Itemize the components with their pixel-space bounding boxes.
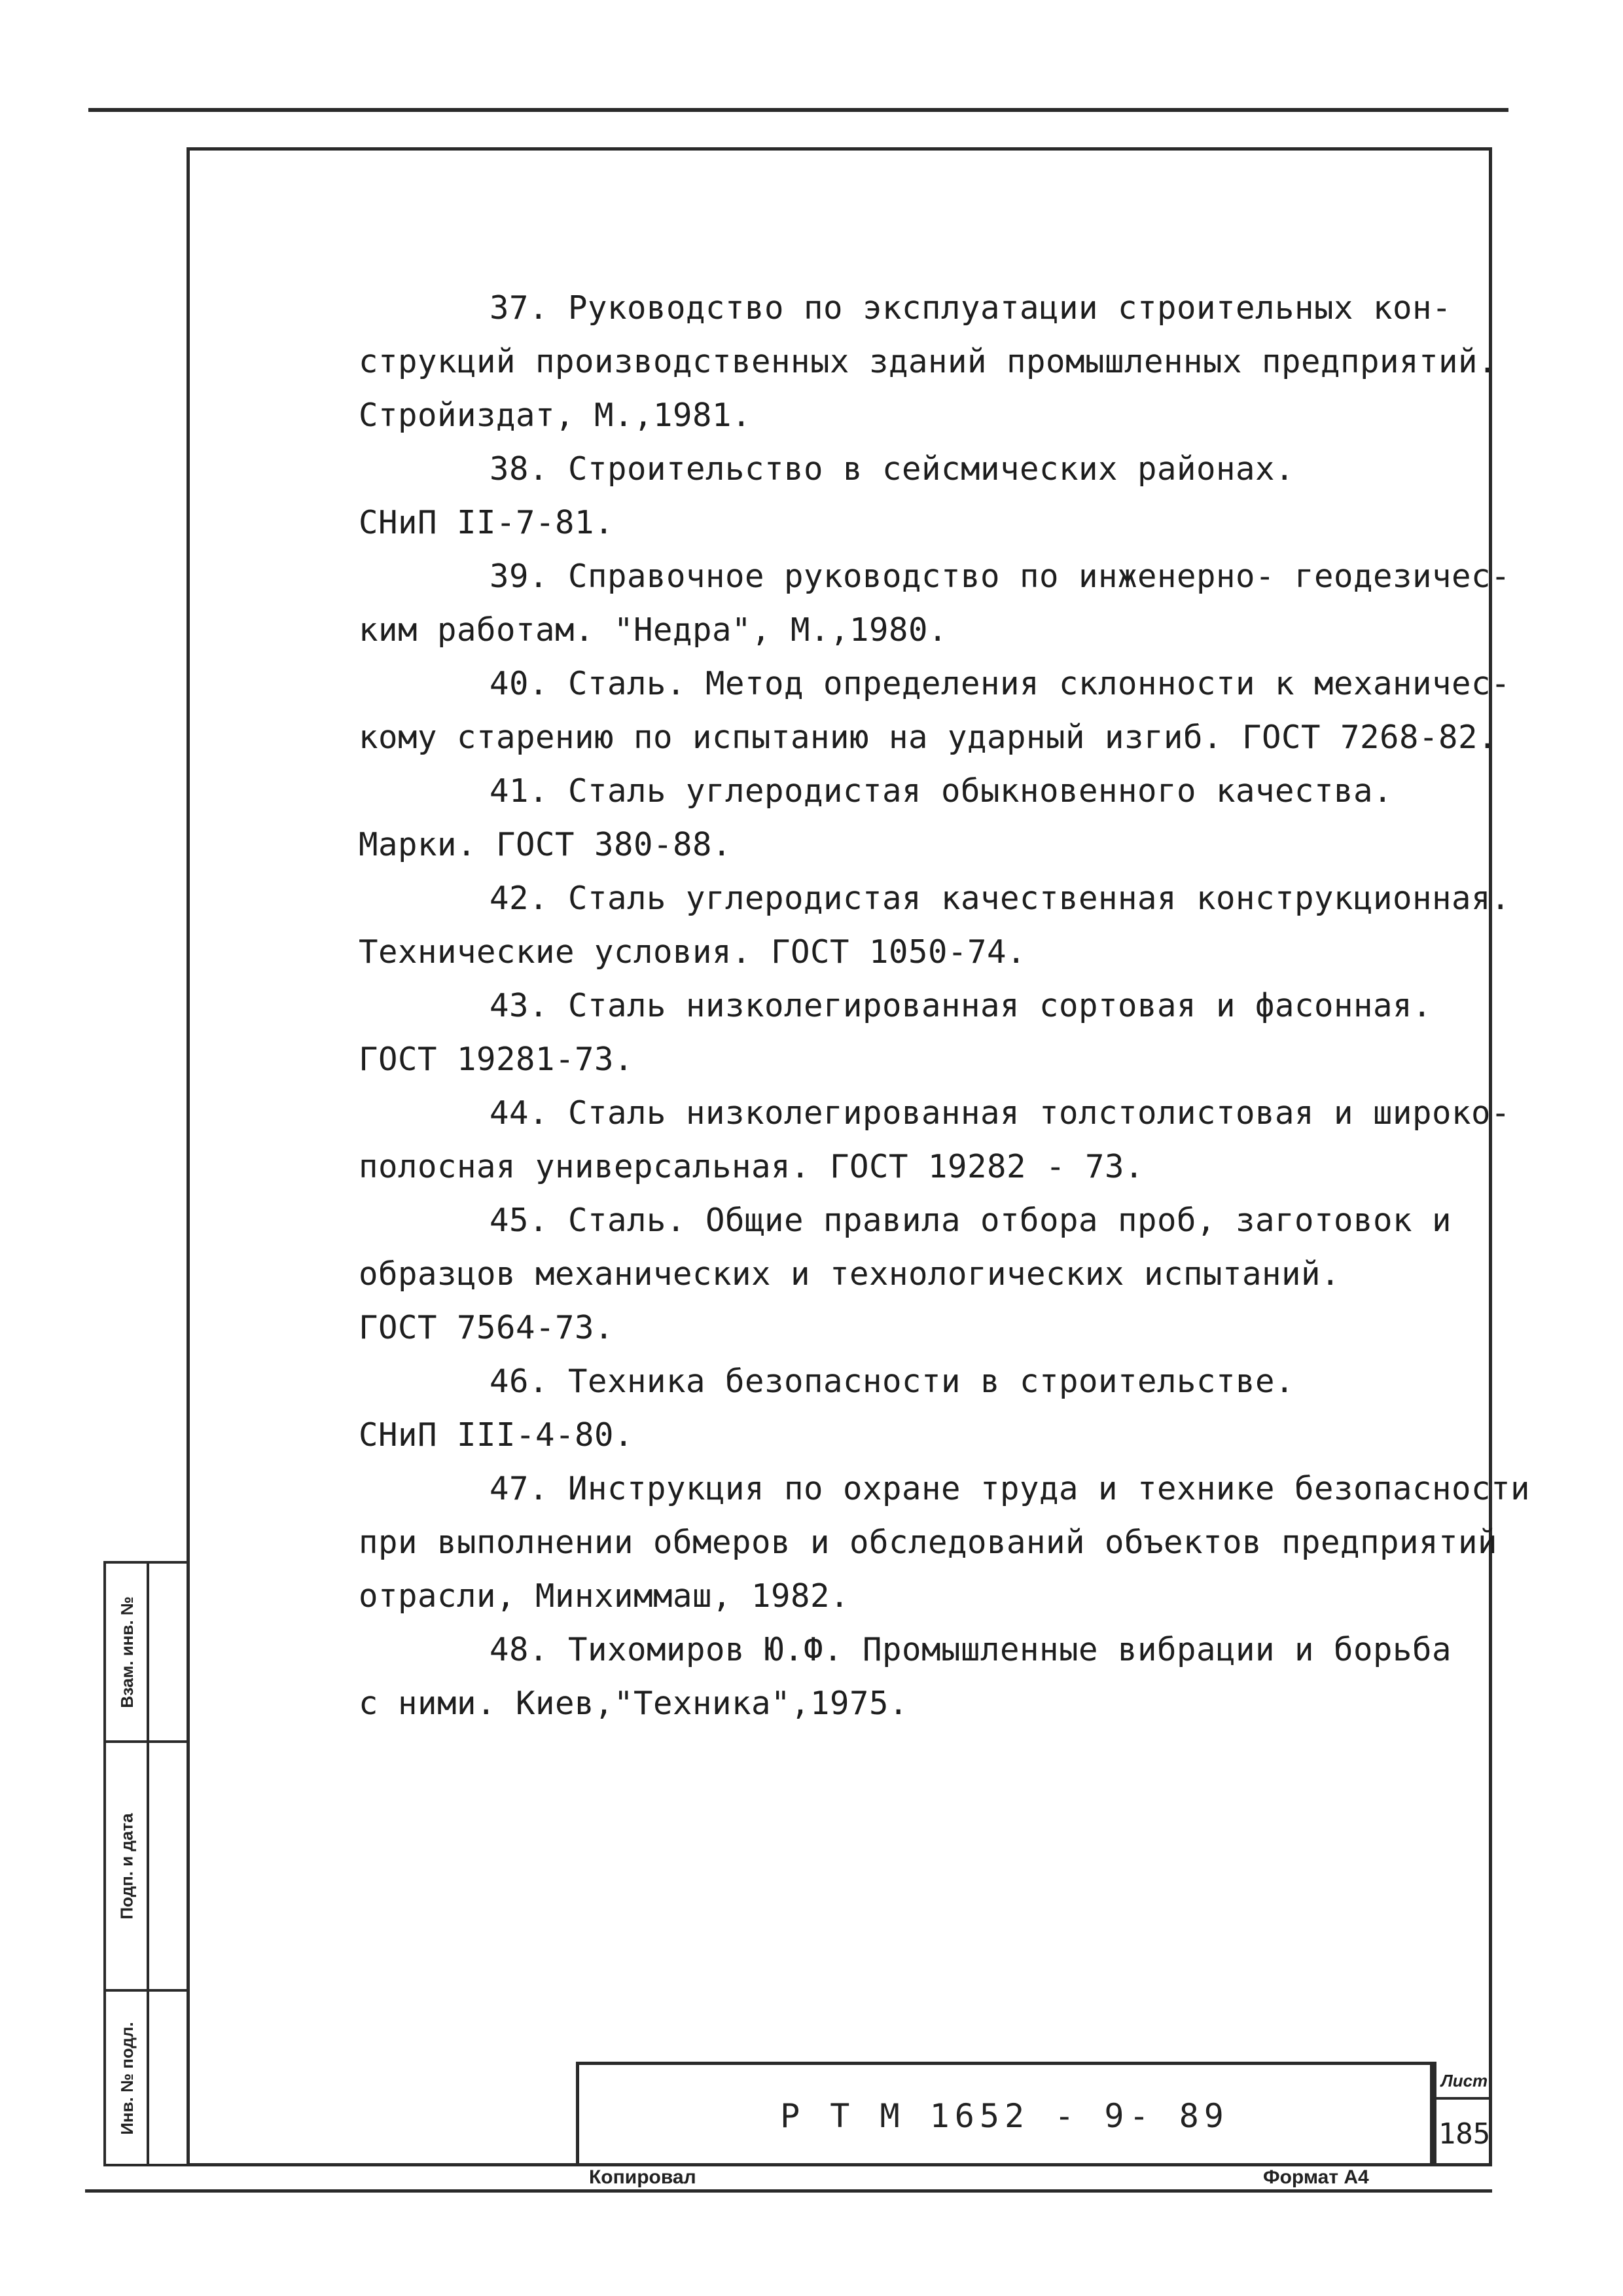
reference-line: ГОСТ 7564-73.: [359, 1309, 615, 1346]
reference-line: ГОСТ 19281-73.: [359, 1041, 634, 1078]
side-stamp-strip: [103, 1561, 187, 2166]
reference-line: 48. Тихомиров Ю.Ф. Промышленные вибрации и борьба: [490, 1631, 1452, 1668]
reference-line: 46. Техника безопасности в строительстве.: [490, 1363, 1295, 1400]
reference-line: ким работам. "Недра", М.,1980.: [359, 611, 948, 649]
reference-line: 43. Сталь низколегированная сортовая и фасонная.: [490, 987, 1433, 1024]
document-code: Р Т М 1652 - 9- 89: [780, 2096, 1229, 2135]
reference-line: при выполнении обмеров и обследований объектов предприятий: [359, 1524, 1498, 1561]
reference-line: образцов механических и технологических испытаний.: [359, 1255, 1341, 1293]
reference-list: [359, 281, 1531, 1731]
reference-line: 44. Сталь низколегированная толстолистовая и широко-: [490, 1094, 1511, 1132]
reference-line: Стройиздат, М.,1981.: [359, 397, 752, 434]
reference-line: 47. Инструкция по охране труда и технике безопасности: [490, 1470, 1531, 1507]
sheet-number: 185: [1438, 2117, 1491, 2151]
reference-line: 45. Сталь. Общие правила отбора проб, заготовок и: [490, 1202, 1452, 1239]
sheet-box: [1433, 2062, 1492, 2166]
reference-line: полосная универсальная. ГОСТ 19282 - 73.: [359, 1148, 1145, 1185]
replace-inv-label: Взам. инв. №: [116, 1596, 137, 1708]
reference-line: 37. Руководство по эксплуатации строительных кон-: [490, 289, 1452, 327]
reference-line: СНиП III-4-80.: [359, 1416, 634, 1454]
reference-line: струкций производственных зданий промышленных предприятий.: [359, 343, 1498, 380]
reference-line: 39. Справочное руководство по инженерно- геодезичес-: [490, 558, 1511, 595]
reference-line: СНиП II-7-81.: [359, 504, 615, 541]
format-label: Формат А4: [1263, 2166, 1369, 2188]
title-block: [576, 2062, 1433, 2166]
original-inv-label: Инв. № подл.: [116, 2022, 137, 2135]
reference-line: 40. Сталь. Метод определения склонности к механичес-: [490, 665, 1511, 702]
top-rule: [88, 108, 1508, 112]
reference-line: отрасли, Минхиммаш, 1982.: [359, 1577, 850, 1615]
strip-divider: [147, 1564, 149, 2164]
reference-line: 41. Сталь углеродистая обыкновенного качества.: [490, 772, 1393, 810]
reference-line: Технические условия. ГОСТ 1050-74.: [359, 933, 1027, 971]
reference-line: Марки. ГОСТ 380-88.: [359, 826, 732, 863]
reference-line: с ними. Киев,"Техника",1975.: [359, 1685, 909, 1722]
reference-line: кому старению по испытанию на ударный изгиб. ГОСТ 7268-82.: [359, 719, 1498, 756]
reference-line: 42. Сталь углеродистая качественная конструкционная.: [490, 880, 1511, 917]
signature-date-label: Подп. и дата: [116, 1812, 137, 1920]
bottom-rule: [85, 2189, 1492, 2193]
reference-line: 38. Строительство в сейсмических районах.: [490, 450, 1295, 488]
copied-by-label: Копировал: [589, 2166, 696, 2188]
sheet-label: Лист: [1436, 2064, 1492, 2100]
